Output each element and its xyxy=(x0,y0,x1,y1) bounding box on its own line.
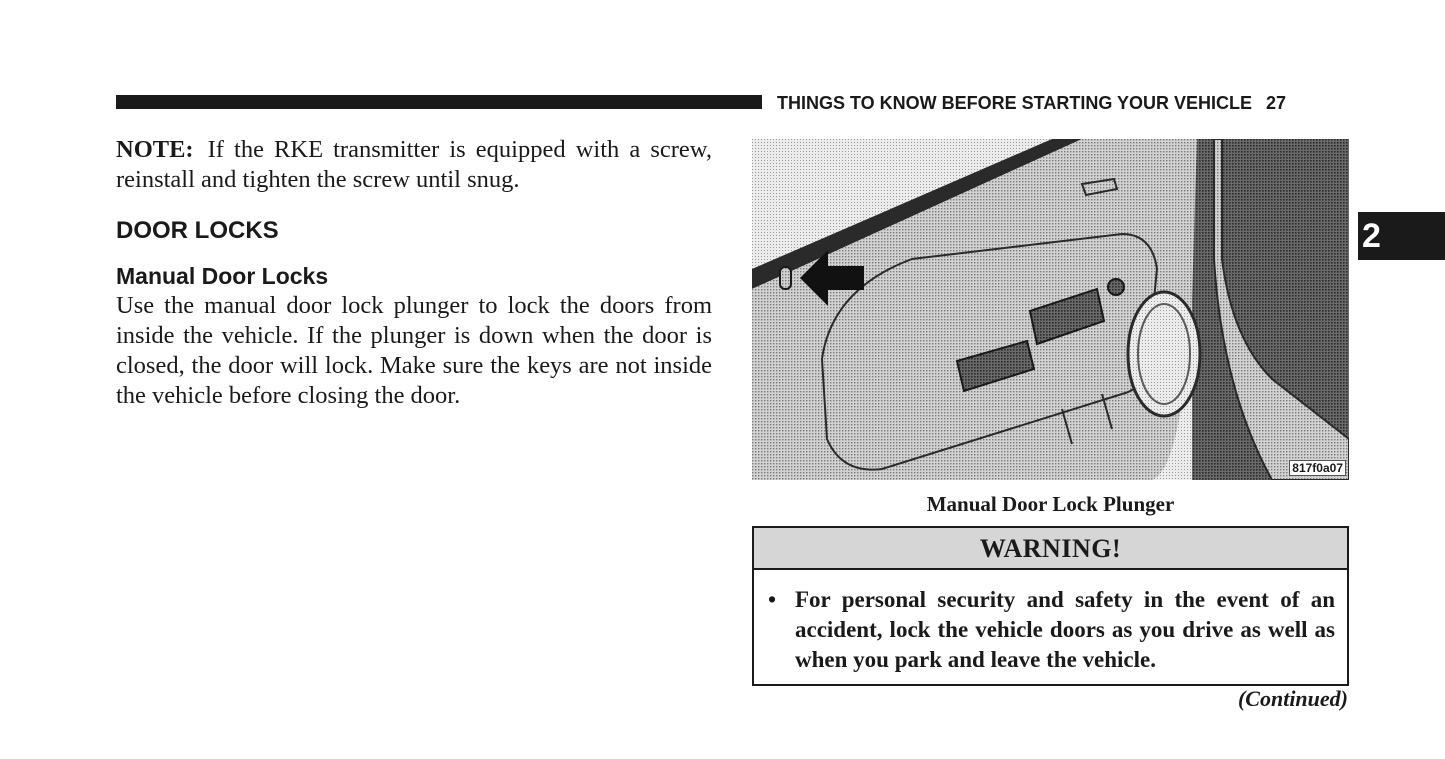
section-heading: DOOR LOCKS xyxy=(116,217,279,244)
running-header xyxy=(777,91,1349,115)
header-rule xyxy=(116,95,762,109)
section-title: THINGS TO KNOW BEFORE STARTING YOUR VEHICLE xyxy=(777,93,1253,113)
figure-code: 817f0a07 xyxy=(1289,460,1346,476)
continued-label: (Continued) xyxy=(1237,686,1348,711)
warning-item-text: For personal security and safety in the event of an accident, lock the vehicle doors as you drive as well as when you park and leave the vehicle. xyxy=(795,587,1335,672)
door-lock-figure xyxy=(752,139,1349,480)
warning-box xyxy=(752,526,1349,686)
door-panel-illustration xyxy=(752,139,1349,480)
body-paragraph: Use the manual door lock plunger to lock the doors from inside the vehicle. If the plunger is down when the door is closed, the door will lock. Make sure the keys are not inside the vehicle before closing the door. xyxy=(116,292,712,409)
chapter-tab: 2 xyxy=(1358,212,1445,260)
note-paragraph xyxy=(116,135,712,195)
figure-caption: Manual Door Lock Plunger xyxy=(926,492,1175,516)
note-text: If the RKE transmitter is equipped with a screw, reinstall and tighten the screw until snug. xyxy=(116,136,712,193)
subsection-heading: Manual Door Locks xyxy=(116,263,329,289)
lock-plunger xyxy=(780,267,791,289)
warning-item xyxy=(754,570,1347,675)
warning-list xyxy=(754,570,1347,675)
bullet-icon: • xyxy=(768,587,777,612)
note-label: NOTE: xyxy=(116,136,194,163)
page-number: 27 xyxy=(1266,93,1287,113)
warning-title: WARNING! xyxy=(754,528,1347,570)
